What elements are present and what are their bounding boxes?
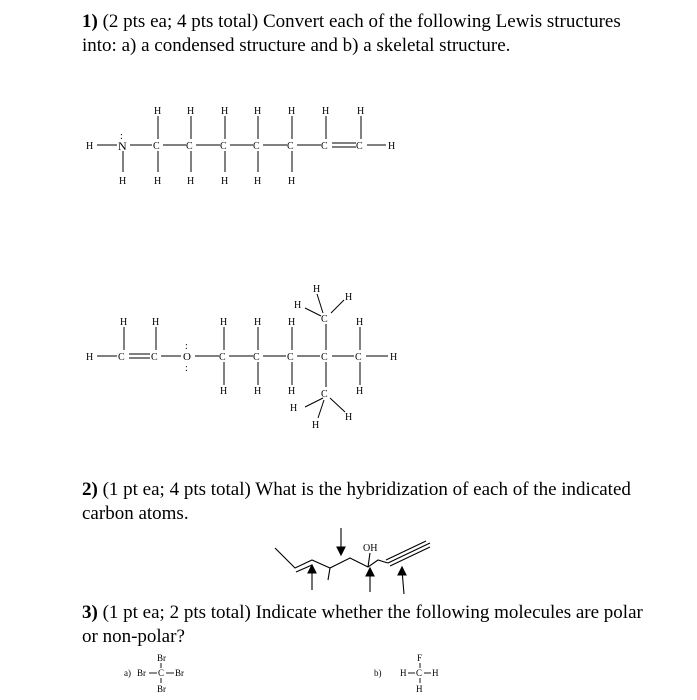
atom-h: H (288, 176, 296, 187)
atom-br: Br (137, 668, 146, 678)
atom-h: H (290, 403, 298, 414)
question-2-number: 2) (82, 479, 98, 500)
atom-br: Br (175, 668, 184, 678)
atom-c: C (355, 352, 362, 363)
atom-c: C (151, 352, 158, 363)
atom-c: C (356, 141, 363, 152)
atom-f: F (417, 653, 423, 663)
lone-pair: : (120, 131, 123, 142)
atom-h: H (152, 317, 160, 328)
atom-h: H (221, 106, 229, 117)
atom-h: H (119, 176, 127, 187)
question-3-number: 3) (82, 602, 98, 623)
atom-c: C (287, 352, 294, 363)
atom-h: H (86, 352, 94, 363)
atom-c: C (153, 141, 160, 152)
atom-c: C (158, 668, 165, 678)
atom-h: H (220, 317, 228, 328)
atom-h: H (357, 106, 365, 117)
atom-h: H (356, 386, 364, 397)
atom-c: C (321, 314, 328, 325)
atom-c: C (416, 668, 423, 678)
atom-c: C (118, 352, 125, 363)
question-1-text: (2 pts ea; 4 pts total) Convert each of the following Lewis structures into: a) a condensed structure and b) a skeletal structure. (82, 11, 621, 56)
atom-h: H (390, 352, 398, 363)
molecule-b-label: b) (374, 668, 382, 678)
atom-c: C (253, 352, 260, 363)
lone-pair: : (185, 341, 188, 352)
atom-c: C (219, 352, 226, 363)
atom-br: Br (157, 684, 166, 694)
atom-h: H (288, 106, 296, 117)
atom-c: C (321, 352, 328, 363)
atom-c: C (287, 141, 294, 152)
lone-pair: : (185, 363, 188, 374)
molecule-a-label: a) (124, 668, 131, 678)
atom-c: C (253, 141, 260, 152)
atom-h: H (345, 412, 353, 423)
atom-h: H (345, 292, 353, 303)
atom-h: H (313, 284, 321, 295)
atom-h: H (356, 317, 364, 328)
atom-h: H (154, 176, 162, 187)
atom-h: H (322, 106, 330, 117)
atom-h: H (254, 317, 262, 328)
atom-h: H (187, 106, 195, 117)
atom-h: H (288, 386, 296, 397)
atom-h: H (221, 176, 229, 187)
atom-h: H (312, 420, 320, 431)
atom-o: O (183, 351, 191, 363)
atom-h: H (120, 317, 128, 328)
atom-h: H (187, 176, 195, 187)
atom-h: H (220, 386, 228, 397)
atom-h: H (254, 106, 262, 117)
atom-c: C (186, 141, 193, 152)
oh-label: OH (363, 543, 378, 554)
atom-h: H (294, 300, 302, 311)
question-2-text: (1 pt ea; 4 pts total) What is the hybridization of each of the indicated carbon atoms. (82, 479, 631, 524)
atom-h: H (86, 141, 94, 152)
atom-c: C (220, 141, 227, 152)
atom-n: N (118, 139, 127, 153)
atom-h: H (416, 684, 423, 694)
atom-c: C (321, 389, 328, 400)
atom-c: C (321, 141, 328, 152)
atom-h: H (288, 317, 296, 328)
atom-h: H (432, 668, 439, 678)
atom-h: H (154, 106, 162, 117)
question-1-number: 1) (82, 11, 98, 32)
atom-br: Br (157, 653, 166, 663)
atom-h: H (388, 141, 396, 152)
question-3-text: (1 pt ea; 2 pts total) Indicate whether the following molecules are polar or non-polar? (82, 602, 643, 647)
atom-h: H (254, 386, 262, 397)
atom-h: H (400, 668, 407, 678)
atom-h: H (254, 176, 262, 187)
